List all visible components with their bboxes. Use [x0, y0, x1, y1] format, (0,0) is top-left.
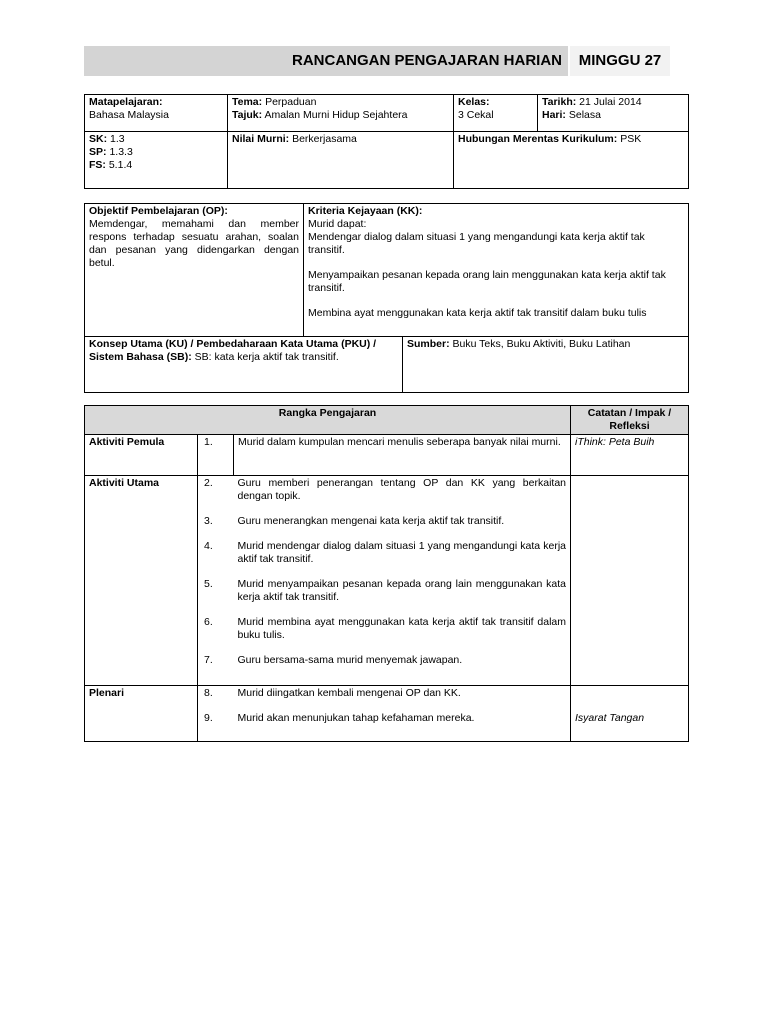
subject-value: Bahasa Malaysia	[89, 109, 169, 121]
objective-cell	[85, 204, 304, 337]
item-text: Murid membina ayat menggunakan kata kerja aktif tak transitif dalam buku tulis.	[237, 616, 566, 641]
item-texts	[234, 686, 571, 742]
theme-label: Tema:	[232, 96, 263, 108]
item-number: 4.	[204, 540, 213, 552]
concept-value: SB: kata kerja aktif tak transitif.	[194, 351, 339, 363]
cross-curriculum-value: PSK	[620, 133, 642, 145]
theme-value: Perpaduan	[265, 96, 317, 108]
subject-cell	[85, 95, 228, 132]
item-numbers	[198, 686, 234, 742]
item-number: 5.	[204, 578, 213, 590]
criteria-cell	[304, 204, 689, 337]
sources-value: Buku Teks, Buku Aktiviti, Buku Latihan	[452, 338, 631, 350]
objectives-table	[84, 203, 689, 393]
fs-value: 5.1.4	[108, 159, 133, 171]
topic-label: Tajuk:	[232, 109, 263, 121]
section-note-cell	[571, 686, 689, 742]
sk-label: SK:	[89, 133, 108, 145]
day-value: Selasa	[568, 109, 601, 121]
lesson-plan-table	[84, 405, 689, 742]
fs-label: FS:	[89, 159, 106, 171]
criteria-intro: Murid dapat:	[308, 218, 367, 230]
section-label: Aktiviti Utama	[85, 476, 198, 686]
page-title: RANCANGAN PENGAJARAN HARIAN	[291, 52, 562, 69]
item-number: 3.	[204, 515, 213, 527]
topic-value: Amalan Murni Hidup Sejahtera	[264, 109, 408, 121]
standard-cell	[85, 132, 228, 189]
section-note	[571, 476, 689, 686]
criteria-item: Membina ayat menggunakan kata kerja aktif tak transitif dalam buku tulis	[308, 307, 647, 319]
item-number: 2.	[204, 477, 213, 489]
plan-heading: Rangka Pengajaran	[85, 406, 571, 435]
item-text: Murid diingatkan kembali mengenai OP dan KK.	[237, 687, 461, 699]
section-label: Aktiviti Pemula	[85, 435, 198, 476]
objective-label: Objektif Pembelajaran (OP):	[89, 205, 228, 217]
date-cell	[538, 95, 689, 132]
page-header	[84, 46, 670, 76]
theme-cell	[228, 95, 454, 132]
item-text: Murid mendengar dialog dalam situasi 1 yang mengandungi kata kerja aktif tak transitif.	[237, 540, 566, 565]
sources-label: Sumber:	[407, 338, 450, 350]
week-label: MINGGU 27	[568, 46, 670, 76]
cross-curriculum-cell	[454, 132, 689, 189]
day-label: Hari:	[542, 109, 566, 121]
criteria-item: Menyampaikan pesanan kepada orang lain menggunakan kata kerja aktif tak transitif.	[308, 269, 666, 294]
section-note: iThink: Peta Buih	[571, 435, 689, 476]
concept-cell	[85, 337, 403, 393]
notes-heading: Catatan / Impak / Refleksi	[571, 406, 689, 435]
item-number: 6.	[204, 616, 213, 628]
item-number: 1.	[198, 435, 234, 476]
item-text: Murid akan menunjukan tahap kefahaman mereka.	[237, 712, 475, 724]
sp-label: SP:	[89, 146, 107, 158]
sources-cell	[403, 337, 689, 393]
item-number: 9.	[204, 712, 213, 724]
item-number: 7.	[204, 654, 213, 666]
class-value: 3 Cekal	[458, 109, 494, 121]
date-value: 21 Julai 2014	[579, 96, 642, 108]
section-note: Isyarat Tangan	[575, 712, 645, 724]
item-numbers	[198, 476, 234, 686]
item-text: Murid menyampaikan pesanan kepada orang lain menggunakan kata kerja aktif tak transitif.	[237, 578, 566, 603]
section-label: Plenari	[85, 686, 198, 742]
values-label: Nilai Murni:	[232, 133, 290, 145]
class-label: Kelas:	[458, 96, 490, 108]
class-cell	[454, 95, 538, 132]
item-number: 8.	[204, 687, 213, 699]
cross-curriculum-label: Hubungan Merentas Kurikulum:	[458, 133, 618, 145]
subject-label: Matapelajaran:	[89, 96, 163, 108]
criteria-label: Kriteria Kejayaan (KK):	[308, 205, 423, 217]
item-text: Guru menerangkan mengenai kata kerja aktif tak transitif.	[237, 515, 505, 527]
date-label: Tarikh:	[542, 96, 577, 108]
info-table	[84, 94, 689, 189]
concept-label: Konsep Utama (KU) / Pembedaharaan Kata Utama (PKU) / Sistem Bahasa (SB):	[89, 338, 377, 363]
item-text: Guru memberi penerangan tentang OP dan KK yang berkaitan dengan topik.	[237, 477, 566, 502]
sp-value: 1.3.3	[109, 146, 133, 158]
values-value: Berkerjasama	[292, 133, 357, 145]
sk-value: 1.3	[110, 133, 125, 145]
values-cell	[228, 132, 454, 189]
item-text: Guru bersama-sama murid menyemak jawapan.	[237, 654, 463, 666]
criteria-item: Mendengar dialog dalam situasi 1 yang mengandungi kata kerja aktif tak transitif.	[308, 231, 645, 256]
item-text: Murid dalam kumpulan mencari menulis seberapa banyak nilai murni.	[234, 435, 571, 476]
objective-text: Memdengar, memahami dan member respons terhadap sesuatu arahan, soalan dan pesanan yang didengarkan dengan betul.	[89, 218, 299, 269]
item-texts	[234, 476, 571, 686]
